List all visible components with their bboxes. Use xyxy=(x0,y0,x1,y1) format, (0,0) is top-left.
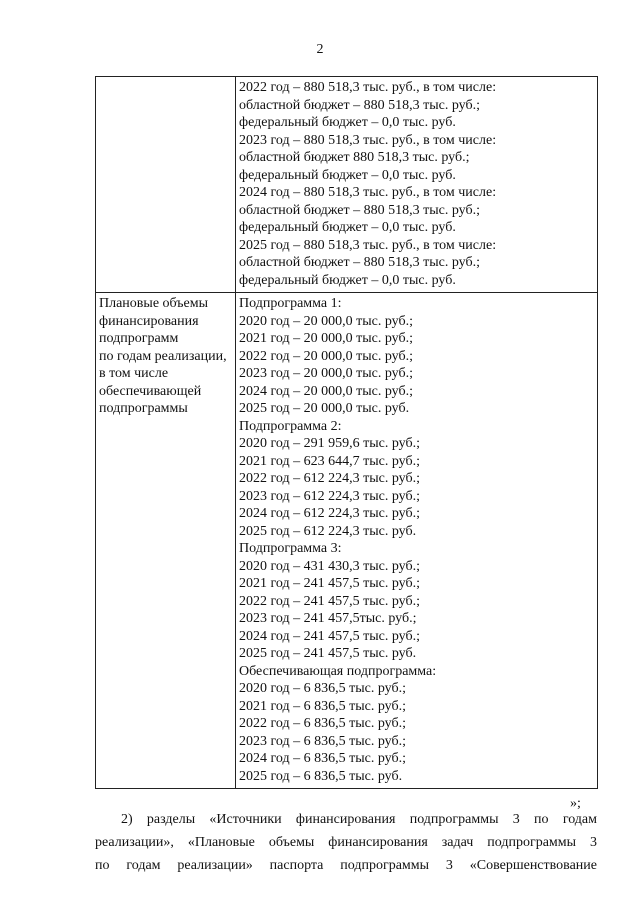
value-line: 2025 год – 880 518,3 тыс. руб., в том числе: xyxy=(239,237,497,253)
value-line: 2025 год – 241 457,5 тыс. руб. xyxy=(239,646,417,661)
value-line: федеральный бюджет – 0,0 тыс. руб. xyxy=(239,167,456,183)
value-line: 2022 год – 880 518,3 тыс. руб., в том числе: xyxy=(239,80,497,95)
label-line: в том числе xyxy=(99,366,169,381)
value-line: Подпрограмма 1: xyxy=(239,296,342,311)
row-value-cell xyxy=(236,293,598,789)
value-line: 2024 год – 880 518,3 тыс. руб., в том числе: xyxy=(239,185,497,200)
value-line: 2020 год – 431 430,3 тыс. руб.; xyxy=(239,558,420,574)
value-line: Обеспечивающая подпрограмма: xyxy=(239,663,437,679)
label-line: Плановые объемы xyxy=(99,296,209,311)
value-line: 2024 год – 20 000,0 тыс. руб.; xyxy=(239,383,413,399)
paragraph-line: по годам реализации» паспорта подпрограммы 3 «Совершенствование xyxy=(95,858,597,873)
value-line: 2022 год – 20 000,0 тыс. руб.; xyxy=(239,348,413,364)
value-line: 2024 год – 241 457,5 тыс. руб.; xyxy=(239,628,420,644)
value-line: федеральный бюджет – 0,0 тыс. руб. xyxy=(239,220,456,235)
row-label-cell xyxy=(96,77,236,293)
value-line: 2022 год – 6 836,5 тыс. руб.; xyxy=(239,716,406,731)
closing-quote-mark: »; xyxy=(570,796,581,811)
value-line: областной бюджет – 880 518,3 тыс. руб.; xyxy=(239,255,480,270)
value-line: федеральный бюджет – 0,0 тыс. руб. xyxy=(239,272,456,288)
value-line: 2024 год – 612 224,3 тыс. руб.; xyxy=(239,506,420,521)
value-line: 2021 год – 241 457,5 тыс. руб.; xyxy=(239,576,420,591)
row-value-cell xyxy=(236,77,598,293)
value-line: 2025 год – 20 000,0 тыс. руб. xyxy=(239,401,410,416)
value-line: 2023 год – 20 000,0 тыс. руб.; xyxy=(239,366,413,381)
label-line: подпрограмм xyxy=(99,331,179,346)
paragraph-line: реализации», «Плановые объемы финансирования задач подпрограммы 3 xyxy=(95,835,597,850)
value-line: 2023 год – 6 836,5 тыс. руб.; xyxy=(239,733,406,749)
value-line: 2023 год – 880 518,3 тыс. руб., в том числе: xyxy=(239,132,497,148)
value-line: 2021 год – 6 836,5 тыс. руб.; xyxy=(239,698,406,714)
table-row xyxy=(96,77,598,293)
passport-table xyxy=(95,76,598,789)
value-line: федеральный бюджет – 0,0 тыс. руб. xyxy=(239,115,456,130)
row-label-cell xyxy=(96,293,236,789)
value-line: 2025 год – 6 836,5 тыс. руб. xyxy=(239,768,403,784)
value-line: 2022 год – 241 457,5 тыс. руб.; xyxy=(239,593,420,609)
label-line: подпрограммы xyxy=(99,401,188,416)
value-line: Подпрограмма 2: xyxy=(239,418,342,434)
label-line: по годам реализации, xyxy=(99,348,227,364)
value-line: 2021 год – 20 000,0 тыс. руб.; xyxy=(239,331,413,346)
page-number: 2 xyxy=(316,42,324,57)
value-line: областной бюджет 880 518,3 тыс. руб.; xyxy=(239,150,470,165)
value-line: областной бюджет – 880 518,3 тыс. руб.; xyxy=(239,202,480,218)
value-line: Подпрограмма 3: xyxy=(239,541,342,556)
value-line: 2023 год – 241 457,5тыс. руб.; xyxy=(239,611,417,626)
value-line: 2023 год – 612 224,3 тыс. руб.; xyxy=(239,488,420,504)
value-line: 2020 год – 20 000,0 тыс. руб.; xyxy=(239,313,413,329)
label-line: финансирования xyxy=(99,313,199,329)
value-line: 2022 год – 612 224,3 тыс. руб.; xyxy=(239,471,420,486)
value-line: 2020 год – 291 959,6 тыс. руб.; xyxy=(239,436,420,451)
value-line: 2025 год – 612 224,3 тыс. руб. xyxy=(239,523,417,539)
value-line: областной бюджет – 880 518,3 тыс. руб.; xyxy=(239,97,480,113)
value-line: 2021 год – 623 644,7 тыс. руб.; xyxy=(239,453,420,469)
label-line: обеспечивающей xyxy=(99,383,202,399)
table-body xyxy=(96,77,598,789)
table-row xyxy=(96,293,598,789)
value-line: 2020 год – 6 836,5 тыс. руб.; xyxy=(239,681,406,696)
paragraph-line: 2) разделы «Источники финансирования подпрограммы 3 по годам xyxy=(121,812,597,827)
amendment-paragraph xyxy=(95,808,597,877)
value-line: 2024 год – 6 836,5 тыс. руб.; xyxy=(239,751,406,766)
